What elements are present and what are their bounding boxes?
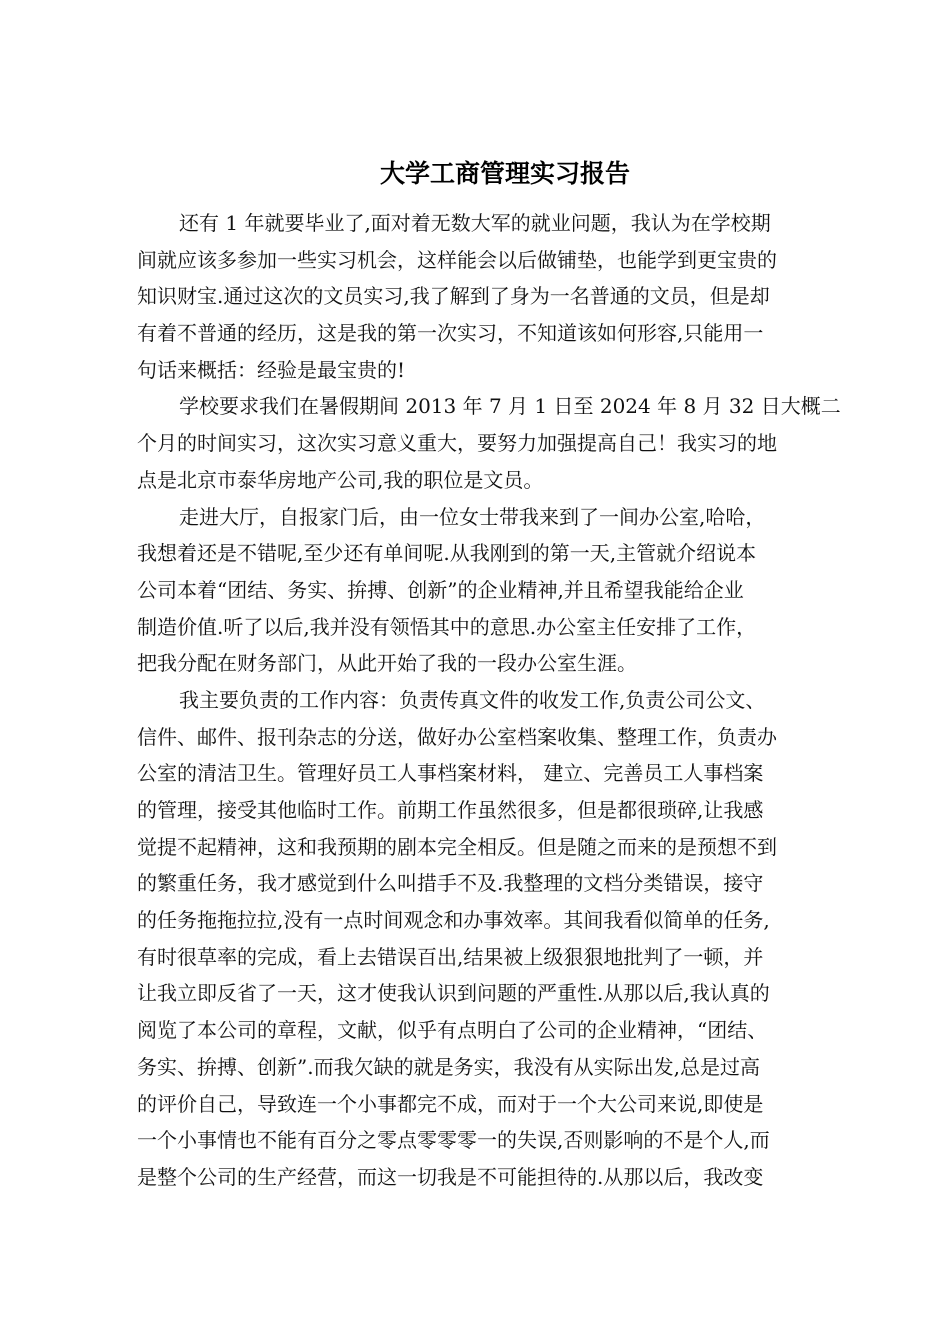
text-line: 知识财宝.通过这次的文员实习,我了解到了身为一名普通的文员，但是却 [137,284,770,309]
text-line: 是整个公司的生产经营，而这一切我是不可能担待的.从那以后，我改变 [137,1164,764,1189]
text-line: 走进大厅，自报家门后，由一位女士带我来到了一间办公室,哈哈， [179,504,766,529]
text-line: 间就应该多参加一些实习机会，这样能会以后做铺垫，也能学到更宝贵的 [137,247,777,272]
document-body [137,205,860,1196]
text-line: 有时很草率的完成，看上去错误百出,结果被上级狠狠地批判了一顿，并 [137,944,764,969]
text-line: 个月的时间实习，这次实习意义重大，要努力加强提高自己！我实习的地 [137,431,777,456]
text-line: 信件、邮件、报刊杂志的分送，做好办公室档案收集、整理工作，负责办 [137,724,777,749]
paragraph [137,499,860,682]
text-line: 让我立即反省了一天，这才使我认识到问题的严重性.从那以后,我认真的 [137,981,770,1006]
text-line: 阅览了本公司的章程，文献，似乎有点明白了公司的企业精神，“团结、 [137,1018,768,1043]
text-line: 我主要负责的工作内容：负责传真文件的收发工作,负责公司公文、 [179,687,766,712]
text-line: 的繁重任务，我才感觉到什么叫措手不及.我整理的文档分类错误，接守 [137,871,764,896]
text-line: 的管理，接受其他临时工作。前期工作虽然很多，但是都很琐碎,让我感 [137,798,764,822]
text-line: 公室的清洁卫生。管理好员工人事档案材料， 建立、完善员工人事档案 [137,761,764,786]
document-title: 大学工商管理实习报告 [379,159,630,188]
paragraph [137,388,860,498]
text-line: 的任务拖拖拉拉,没有一点时间观念和办事效率。其间我看似简单的任务, [137,908,770,933]
text-line: 我想着还是不错呢,至少还有单间呢.从我刚到的第一天,主管就介绍说本 [137,541,757,566]
text-line: 句话来概括：经验是最宝贵的! [137,357,406,382]
text-line: 觉提不起精神，这和我预期的剧本完全相反。但是随之而来的是预想不到 [137,834,777,859]
text-line: 还有 1 年就要毕业了,面对着无数大军的就业问题，我认为在学校期 [179,211,771,235]
text-line: 公司本着“团结、务实、拚搏、创新”的企业精神,并且希望我能给企业 [137,577,744,602]
paragraph [137,205,860,388]
text-line: 有着不普通的经历，这是我的第一次实习，不知道该如何形容,只能用一 [137,321,764,346]
text-line: 点是北京市泰华房地产公司,我的职位是文员。 [137,467,544,492]
text-line: 学校要求我们在暑假期间 2013 年 7 月 1 日至 2024 年 8 月 32 日大概二 [179,394,841,419]
text-line: 务实、拚搏、创新”.而我欠缺的就是务实，我没有从实际出发,总是过高 [137,1054,760,1079]
text-line: 把我分配在财务部门，从此开始了我的一段办公室生涯。 [137,651,637,676]
text-line: 制造价值.听了以后,我并没有领悟其中的意思.办公室主任安排了工作， [137,614,757,639]
paragraph [137,682,860,1196]
text-line: 一个小事情也不能有百分之零点零零零一的失误,否则影响的不是个人,而 [137,1128,770,1153]
text-line: 的评价自己，导致连一个小事都完不成，而对于一个大公司来说,即使是 [137,1091,764,1116]
